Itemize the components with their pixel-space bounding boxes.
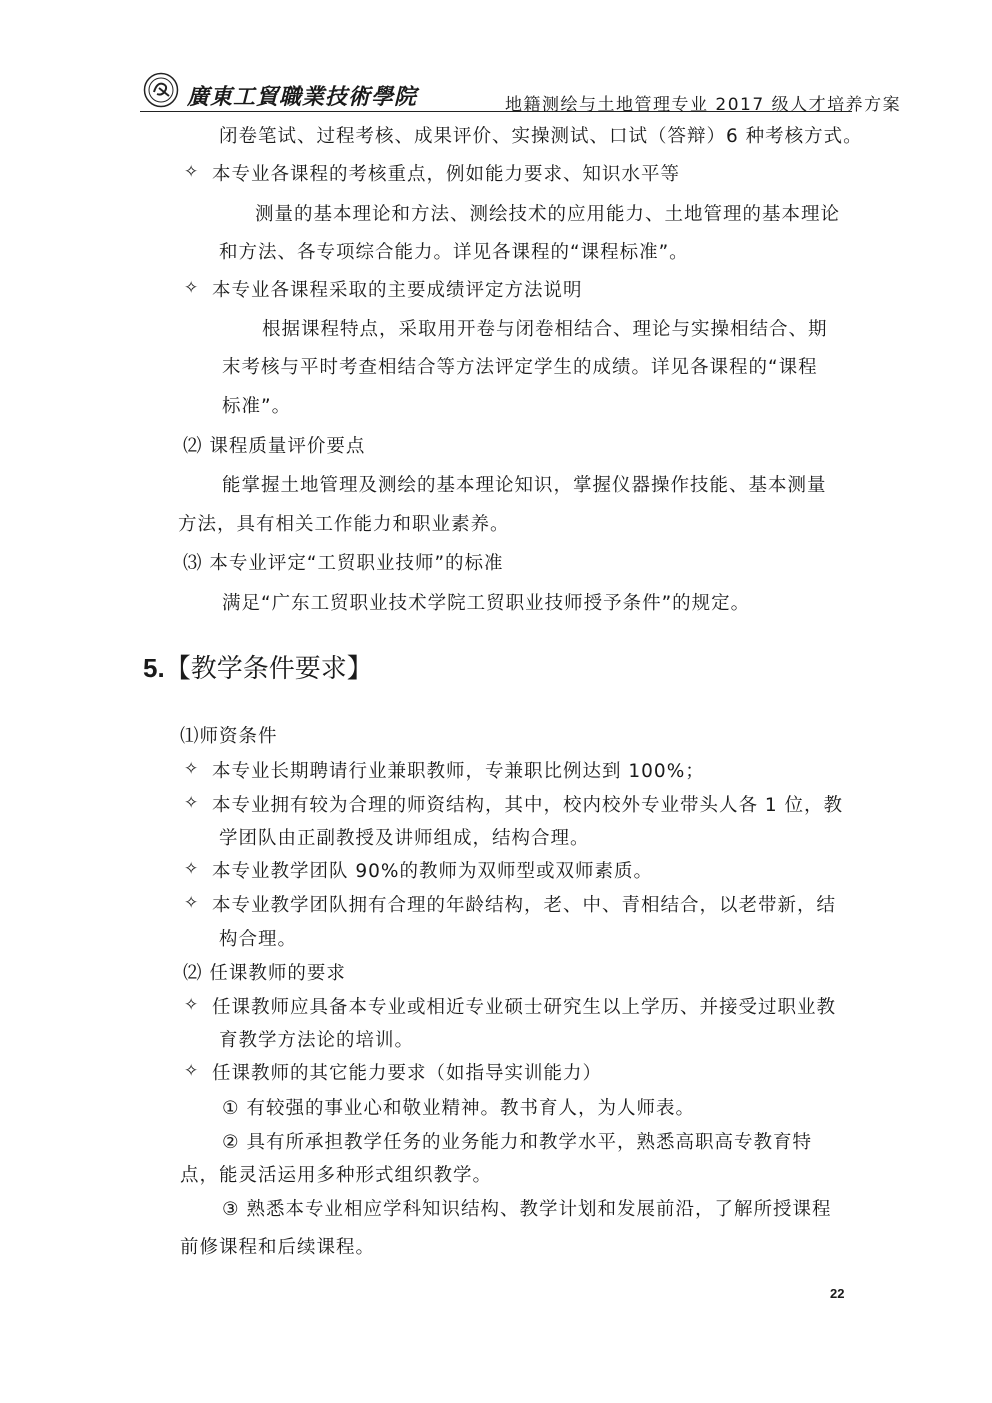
numbered-item: ① 有较强的事业心和敬业精神。教书育人，为人师表。 [222, 1098, 695, 1119]
school-name: 廣東工貿職業技術學院 [187, 84, 418, 110]
bullet-diamond-icon: ✧ [184, 995, 199, 1015]
page-number: 22 [830, 1286, 845, 1301]
school-logo [143, 72, 179, 108]
text-line: 学团队由正副教授及讲师组成，结构合理。 [219, 828, 590, 849]
numbered-item: ② 具有所承担教学任务的业务能力和教学水平，熟悉高职高专教育特 [222, 1132, 812, 1153]
text-line: 前修课程和后续课程。 [180, 1237, 376, 1258]
section-number: 5. [143, 653, 165, 683]
bullet-diamond-icon: ✧ [184, 1061, 199, 1081]
bullet-text: 任课教师应具备本专业或相近专业硕士研究生以上学历、并接受过职业教 [212, 997, 837, 1018]
document-title: 地籍测绘与土地管理专业 2017 级人才培养方案 [505, 95, 902, 115]
text-line: 测量的基本理论和方法、测绘技术的应用能力、土地管理的基本理论 [255, 204, 841, 225]
header-divider [140, 111, 852, 112]
bullet-text: 本专业教学团队拥有合理的年龄结构，老、中、青相结合，以老带新，结 [212, 895, 837, 916]
bullet-text: 本专业拥有较为合理的师资结构，其中，校内校外专业带头人各 1 位，教 [212, 795, 844, 816]
subheading: ⑶ 本专业评定“工贸职业技师”的标准 [183, 553, 504, 574]
text-line: 能掌握土地管理及测绘的基本理论知识，掌握仪器操作技能、基本测量 [222, 475, 827, 496]
section-heading [143, 648, 373, 685]
bullet-diamond-icon: ✧ [184, 793, 199, 813]
bullet-diamond-icon: ✧ [184, 893, 199, 913]
text-line: 满足“广东工贸职业技术学院工贸职业技师授予条件”的规定。 [222, 593, 751, 614]
text-line: 方法，具有相关工作能力和职业素养。 [178, 514, 510, 535]
bullet-text: 本专业各课程采取的主要成绩评定方法说明 [212, 280, 583, 301]
bullet-diamond-icon: ✧ [184, 759, 199, 779]
bullet-text: 本专业长期聘请行业兼职教师，专兼职比例达到 100%； [212, 761, 705, 782]
text-line: 闭卷笔试、过程考核、成果评价、实操测试、口试（答辩）6 种考核方式。 [219, 126, 863, 147]
section-title: 【教学条件要求】 [164, 654, 373, 684]
bullet-diamond-icon: ✧ [184, 278, 199, 298]
text-line: 和方法、各专项综合能力。详见各课程的“课程标准”。 [219, 242, 689, 263]
bullet-text: 本专业各课程的考核重点，例如能力要求、知识水平等 [212, 164, 681, 185]
text-line: 构合理。 [219, 929, 298, 950]
bullet-text: 本专业教学团队 90%的教师为双师型或双师素质。 [212, 861, 654, 882]
bullet-text: 任课教师的其它能力要求（如指导实训能力） [212, 1063, 603, 1084]
text-line: 育教学方法论的培训。 [219, 1030, 415, 1051]
numbered-item: ③ 熟悉本专业相应学科知识结构、教学计划和发展前沿，了解所授课程 [222, 1199, 832, 1220]
text-line: 根据课程特点，采取用开卷与闭卷相结合、理论与实操相结合、期 [262, 319, 828, 340]
text-line: 末考核与平时考查相结合等方法评定学生的成绩。详见各课程的“课程 [222, 357, 818, 378]
text-line: 标准”。 [222, 396, 292, 417]
subheading: ⑵ 任课教师的要求 [183, 963, 346, 984]
subheading: ⑴师资条件 [180, 726, 278, 747]
text-line: 点，能灵活运用多种形式组织教学。 [180, 1165, 493, 1186]
bullet-diamond-icon: ✧ [184, 162, 199, 182]
subheading: ⑵ 课程质量评价要点 [183, 436, 366, 457]
bullet-diamond-icon: ✧ [184, 859, 199, 879]
